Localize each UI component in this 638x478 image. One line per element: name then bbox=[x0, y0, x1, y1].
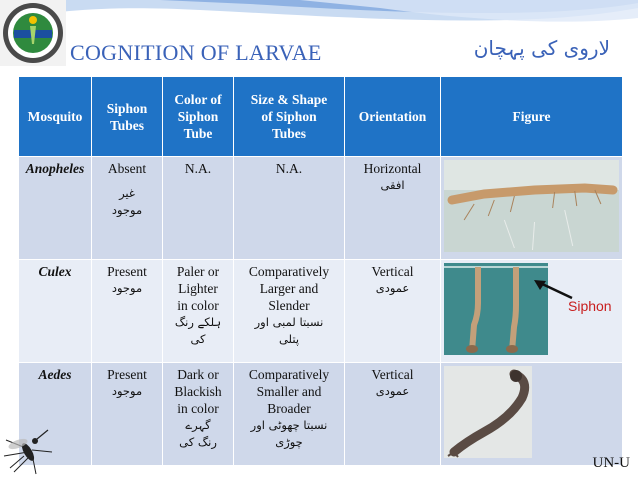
mosquito-name: Anopheles bbox=[19, 157, 92, 260]
page-title: COGNITION OF LARVAE bbox=[70, 40, 322, 65]
header-size-shape: Size & Shape of Siphon Tubes bbox=[234, 77, 345, 157]
larva-orientation: Vertical عمودی bbox=[345, 260, 441, 363]
figure-cell bbox=[441, 157, 623, 260]
mosquito-name: Culex bbox=[19, 260, 92, 363]
siphon-color: Paler or Lighter in color ہلکے رنگ کی bbox=[163, 260, 234, 363]
mosquito-name: Aedes bbox=[19, 363, 92, 466]
larva-orientation: Vertical عمودی bbox=[345, 363, 441, 466]
footer-label: UN-U bbox=[592, 455, 630, 471]
aedes-larva-figure bbox=[444, 366, 532, 458]
mosquito-icon bbox=[2, 422, 56, 476]
siphon-label: Siphon bbox=[568, 298, 612, 314]
siphon-presence: Present موجود bbox=[92, 363, 163, 466]
anopheles-larva-figure bbox=[444, 160, 619, 252]
figure-cell bbox=[441, 363, 623, 466]
page-title-urdu: لاروی کی پہچان bbox=[473, 36, 610, 60]
header-figure: Figure bbox=[441, 77, 623, 157]
table-row bbox=[19, 260, 623, 363]
header-mosquito: Mosquito bbox=[19, 77, 92, 157]
table-row bbox=[19, 157, 623, 260]
siphon-size: N.A. bbox=[234, 157, 345, 260]
siphon-size: Comparatively Larger and Slender نسبتا لمبی اور پتلی bbox=[234, 260, 345, 363]
header-orientation: Orientation bbox=[345, 77, 441, 157]
culex-larva-figure bbox=[444, 263, 548, 355]
siphon-presence: Present موجود bbox=[92, 260, 163, 363]
table-row bbox=[19, 363, 623, 466]
header-color: Color of Siphon Tube bbox=[163, 77, 234, 157]
siphon-color: Dark or Blackish in color گہرے رنگ کی bbox=[163, 363, 234, 466]
university-logo bbox=[0, 0, 66, 66]
siphon-size: Comparatively Smaller and Broader نسبتا چھوٹی اور چوڑی bbox=[234, 363, 345, 466]
siphon-presence: Absent غیر موجود bbox=[92, 157, 163, 260]
header-siphon-tubes: Siphon Tubes bbox=[92, 77, 163, 157]
table-header-row bbox=[19, 77, 623, 157]
siphon-color: N.A. bbox=[163, 157, 234, 260]
larvae-comparison-table bbox=[18, 76, 623, 466]
larva-orientation: Horizontal افقی bbox=[345, 157, 441, 260]
